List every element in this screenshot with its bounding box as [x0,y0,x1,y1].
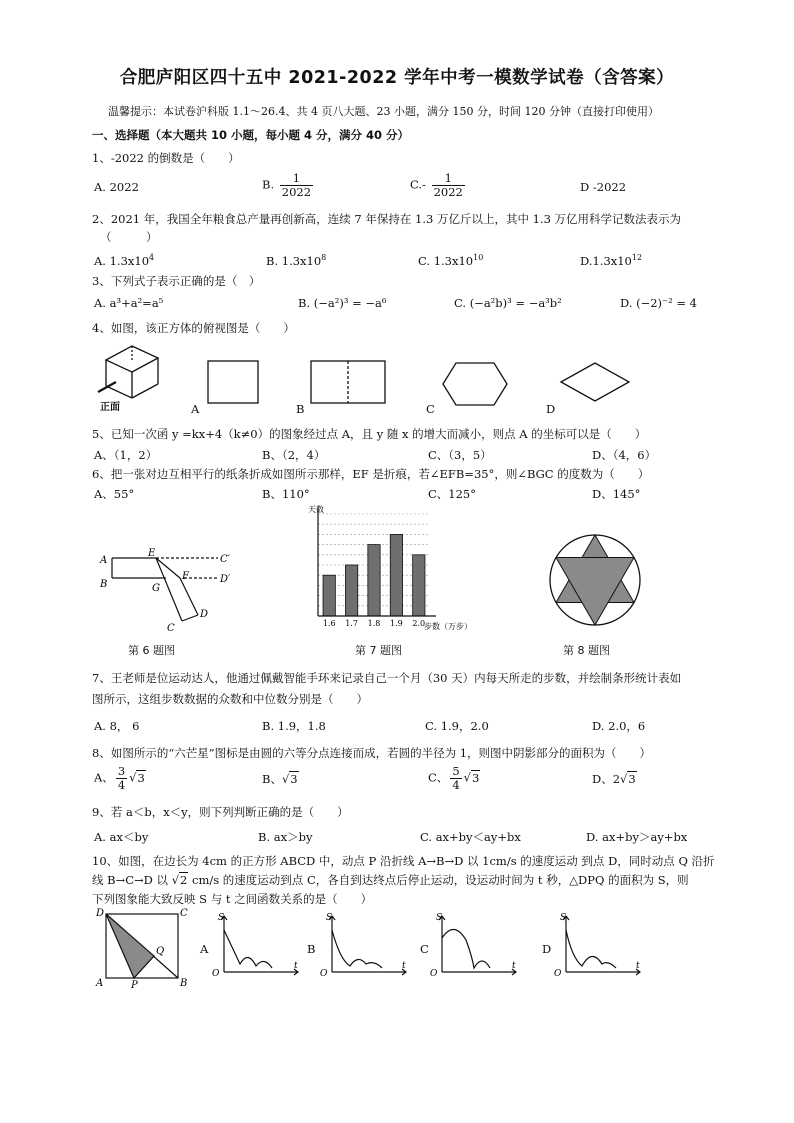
q10-option-d-label: D [542,942,552,956]
q10-option-b-label: B [307,942,316,956]
q4-option-b-figure [308,358,388,408]
q10-c-axis-o: O [430,969,438,978]
q2-d-base: D.1.3x10 [580,253,632,268]
q8-c-prefix: C、 [428,770,449,785]
q1-c-prefix: C.- [410,177,426,192]
fig6-caption: 第 6 题图 [128,644,175,657]
q8-option-c: C、 $\frac{5}{4}$ √3 [428,764,480,793]
q9-option-b: B. ax＞by [258,830,313,844]
q1-b-num: 1 [280,172,313,186]
q8-a-radicand: 3 [137,770,145,785]
q9-stem: 9、若 a＜b，x＜y，则下列判断正确的是（ ） [92,805,349,819]
q2-c-base: C. 1.3x10 [418,253,474,268]
front-arrow-icon [98,382,116,392]
q3-option-d: D. (−2)⁻² = 4 [620,296,697,310]
chart-x-ticks [323,619,425,628]
q5-option-b: B、（2，4） [262,448,326,462]
section-heading: 一、选择题（本大题共 10 小题，每小题 4 分，满分 40 分） [92,128,410,142]
q8-option-a: A、 $\frac{3}{4}$ √3 [94,764,145,793]
q10-option-b-graph [318,910,410,978]
q8-b-radicand: 3 [290,772,298,786]
q8-a-num: 3 [117,764,126,778]
q10-square-figure [94,904,190,990]
cube-front-label: 正面 [100,402,120,413]
q6-stem: 6、把一张对边互相平行的纸条折成如图所示那样，EF 是折痕，若∠EFB=35°，则∠BGC 的度数为（ ） [92,467,650,481]
q10-line-3: 下列图象能大致反映 S 与 t 之间函数关系的是（ ） [92,892,373,906]
chart-x-tick-label: 1.9 [390,619,403,628]
q5-option-a: A、（1，2） [94,448,158,462]
q8-a-den: 4 [117,778,126,793]
q2-a-base: A. 1.3x10 [94,253,150,268]
q1-option-a: A. 2022 [94,180,139,194]
q10-d-axis-s: S [560,913,567,923]
q9-option-c: C. ax+by＜ay+bx [420,830,521,844]
q10-line-2: 线 B→C→D 以 √2 cm/s 的速度运动到点 C，各自到达终点后停止运动，设运动时间为 t 秒，△DPQ 的面积为 S，则 [92,873,689,887]
fig8-caption: 第 8 题图 [563,644,610,657]
fig6-label-f: F [182,571,189,582]
q10-label-c: C [180,908,188,919]
tip-text: 温馨提示：本试卷沪科版 1.1～26.4、共 4 页八大题、23 小题，满分 150 分，时间 120 分钟（直接打印使用） [108,105,659,118]
q10-a-axis-t: t [294,961,298,971]
q5-option-d: D、（4，6） [592,448,657,462]
q1-b-prefix: B. [262,177,275,192]
q10-b-axis-s: S [326,913,333,923]
q8-option-d: D、2√3 [592,772,636,786]
q2-a-exp: 4 [149,253,155,262]
q10-c-axis-s: S [436,913,443,923]
fig6-folded-strip [98,545,238,635]
q6-option-a: A、55° [94,487,135,501]
q8-d-radicand: 3 [628,772,636,786]
q10-b-axis-o: O [320,969,328,978]
q7-option-b: B. 1.9，1.8 [262,719,326,733]
q5-option-c: C、（3，5） [428,448,492,462]
fig6-label-c: C [167,623,175,634]
q10-shaded-triangle [106,914,154,978]
q4-option-c-figure [440,360,510,410]
q4-label-a: A [191,402,200,416]
q2-stem: 2、2021 年，我国全年粮食总产量再创新高，连续 7 年保持在 1.3 万亿斤以上，其中 1.3 万亿用科学记数法表示为 [92,212,682,226]
q3-option-b: B. (−a²)³ = −a⁶ [298,296,387,310]
chart-x-label: 步数（万步） [424,622,472,631]
q10-radicand: 2 [180,873,188,887]
fig7-bar-chart [300,504,480,634]
q4-label-c: C [426,402,435,416]
q2-option-d [580,253,642,268]
q2-option-b [266,253,326,268]
q8-c-fraction [450,765,461,792]
fig6-label-d: D [200,609,209,620]
q7-stem-2: 图所示，这组步数数据的众数和中位数分别是（ ） [92,692,368,706]
q7-option-a: A. 8， 6 [94,719,140,733]
q2-stem-blank: （ ） [100,230,158,244]
q2-b-exp: 8 [321,253,327,262]
q7-option-c: C. 1.9，2.0 [425,719,489,733]
page-title: 合肥庐阳区四十五中 2021-2022 学年中考一模数学试卷（含答案） [119,68,675,88]
chart-bar-2.0 [413,555,425,616]
q6-option-c: C、125° [428,487,476,501]
q2-option-a [94,253,154,268]
q3-option-c: C. (−a²b)³ = −a³b² [454,296,562,310]
q8-a-fraction [116,765,127,792]
q10-option-a-label: A [200,942,209,956]
q8-c-den: 4 [452,778,460,793]
q10-option-d-graph [552,910,644,978]
q9-option-a: A. ax＜by [94,830,149,844]
q10-line-1: 10、如图，在边长为 4cm 的正方形 ABCD 中，动点 P 沿折线 A→B→D 以 1cm/s 的速度运动 到点 D，同时动点 Q 沿折 [92,854,715,868]
q3-option-a: A. a³+a²=a⁵ [94,296,164,310]
fig6-label-c-prime: C′ [220,554,230,565]
fig6-label-e: E [148,548,156,559]
q3-stem: 3、下列式子表示正确的是（ ） [92,274,261,288]
fig6-label-g: G [152,583,160,594]
q1-option-c [410,172,467,199]
q10-line-2a: 线 B→C→D 以 [92,873,169,887]
fig6-label-d-prime: D′ [220,574,231,585]
chart-bar-1.8 [368,545,380,616]
q10-label-p: P [131,980,138,990]
q8-d-prefix: D、2 [592,772,621,786]
q9-option-d: D. ax+by＞ay+bx [586,830,688,844]
fig8-star-circle [545,525,645,635]
q10-label-d: D [96,908,105,919]
q4-stem: 4、如图，该正方体的俯视图是（ ） [92,321,295,335]
q2-b-base: B. 1.3x10 [266,253,322,268]
q6-option-d: D、145° [592,487,641,501]
q1-b-den: 2022 [281,185,312,200]
fig6-label-b: B [100,579,108,590]
q8-stem: 8、如图所示的“六芒星”图标是由圆的六等分点连接而成，若圆的半径为 1，则图中阴影部分的面积为（ ） [92,746,652,760]
q4-option-d-figure [558,360,632,404]
q1-stem: 1、-2022 的倒数是（ ） [92,151,240,165]
q10-b-axis-t: t [402,961,406,971]
q1-c-den: 2022 [433,185,463,200]
q7-stem: 7、王老师是位运动达人，他通过佩戴智能手环来记录自己一个月（30 天）内每天所走的步数，并绘制条形统计表如 [92,671,682,685]
q6-option-b: B、110° [262,487,310,501]
q2-d-exp: 12 [631,253,643,262]
q10-d-axis-t: t [636,961,640,971]
q10-option-c-label: C [420,942,429,956]
chart-bar-1.9 [390,534,402,616]
q8-a-prefix: A、 [94,770,114,785]
q1-option-d: D -2022 [580,180,627,194]
q1-b-fraction [280,172,313,199]
q10-label-b: B [180,978,188,989]
q10-option-a-graph [210,910,302,978]
q10-line-2b: cm/s 的速度运动到点 C，各自到达终点后停止运动，设运动时间为 t 秒，△DPQ 的面积为 S，则 [192,873,689,887]
q5-stem: 5、已知一次函 y =kx+4（k≠0）的图象经过点 A，且 y 随 x 的增大而减小，则点 A 的坐标可以是（ ） [92,427,647,441]
q2-option-c [418,253,483,268]
q2-c-exp: 10 [473,253,484,262]
q1-c-num: 1 [432,172,465,186]
chart-bar-1.7 [345,565,357,616]
chart-y-label: 天数 [308,505,324,514]
q4-label-d: D [546,402,556,416]
q10-a-axis-s: S [218,913,225,923]
q10-label-a: A [96,978,104,989]
q8-c-num: 5 [452,764,460,778]
q1-c-fraction [432,172,465,199]
chart-bar-1.6 [323,575,335,616]
q10-option-c-graph [428,910,520,978]
q1-option-b [262,172,315,199]
chart-x-tick-label: 1.7 [345,619,358,628]
q8-option-b: B、√3 [262,772,298,786]
q8-c-radicand: 3 [471,770,480,785]
q10-c-axis-t: t [512,961,516,971]
q4-option-a-figure [205,358,261,408]
chart-x-tick-label: 1.6 [322,619,336,628]
q10-a-axis-o: O [212,969,220,978]
chart-x-tick-label: 1.8 [367,619,381,628]
q7-option-d: D. 2.0，6 [592,719,646,733]
chart-x-tick-label: 2.0 [412,619,426,628]
q10-label-q: Q [156,946,165,957]
fig6-label-a: A [100,555,108,566]
fig7-caption: 第 7 题图 [355,644,402,657]
q10-d-axis-o: O [554,969,562,978]
q4-label-b: B [296,402,305,416]
q8-b-prefix: B、 [262,772,282,786]
